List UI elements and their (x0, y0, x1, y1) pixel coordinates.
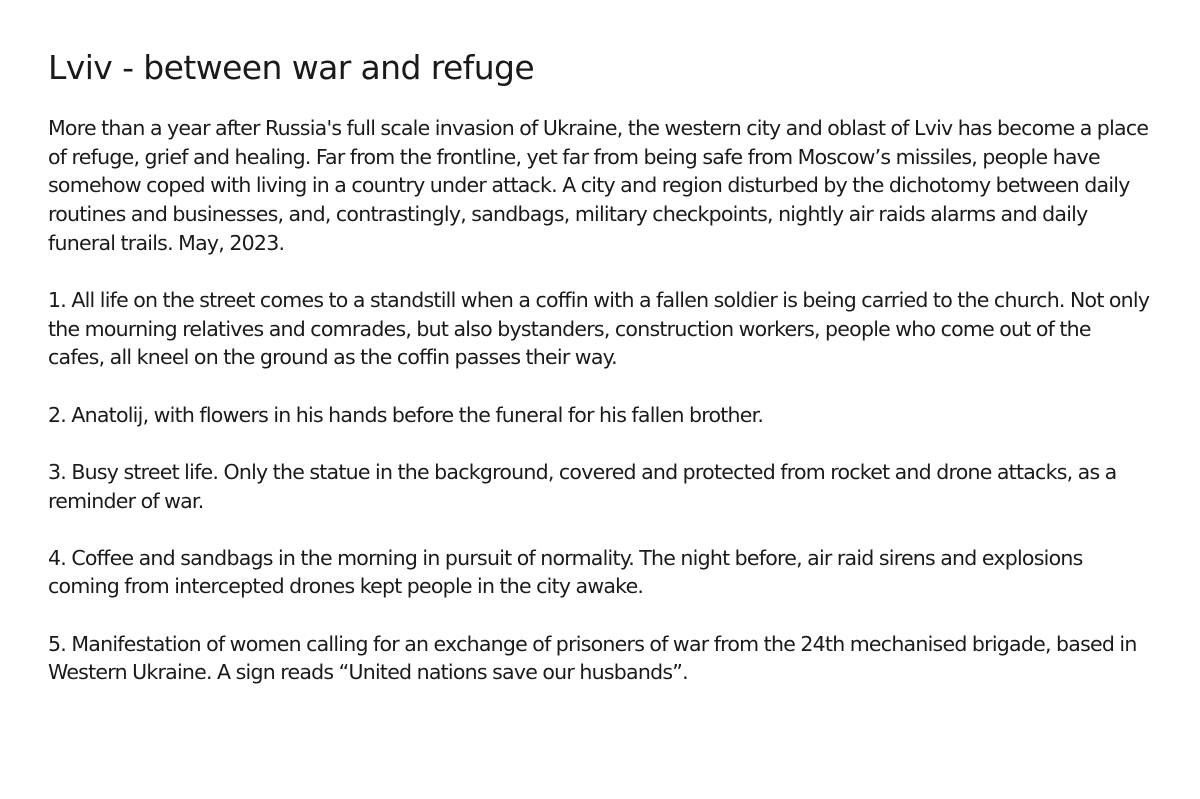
caption-4: 4. Coffee and sandbags in the morning in pursuit of normality. The night before, air raid sirens and explosions coming from intercepted drones kept people in the city awake. (48, 545, 1083, 599)
caption-5: 5. Manifestation of women calling for an exchange of prisoners of war from the 24th mechanised brigade, based in Western Ukraine. A sign reads “United nations save our husbands”. (48, 631, 1137, 685)
caption-1: 1. All life on the street comes to a standstill when a coffin with a fallen soldier is being carried to the church. Not only the mourning relatives and comrades, but also bystanders, construction workers, people who come out of the cafes, all kneel on the ground as the coffin passes their way. (48, 288, 1150, 370)
intro-paragraph: More than a year after Russia's full scale invasion of Ukraine, the western city and oblast of Lviv has become a place of refuge, grief and healing. Far from the frontline, yet far from being safe from Moscow’s missiles, people have somehow coped with living in a country under attack. A city and region disturbed by the dichotomy between daily routines and businesses, and, contrastingly, sandbags, military checkpoints, nightly air raids alarms and daily funeral trails. May, 2023. (48, 116, 1149, 255)
caption-2: 2. Anatolij, with flowers in his hands before the funeral for his fallen brother. (48, 402, 764, 427)
caption-3: 3. Busy street life. Only the statue in the background, covered and protected from rocket and drone attacks, as a reminder of war. (48, 459, 1117, 513)
page-title: Lviv - between war and refuge (48, 48, 535, 87)
